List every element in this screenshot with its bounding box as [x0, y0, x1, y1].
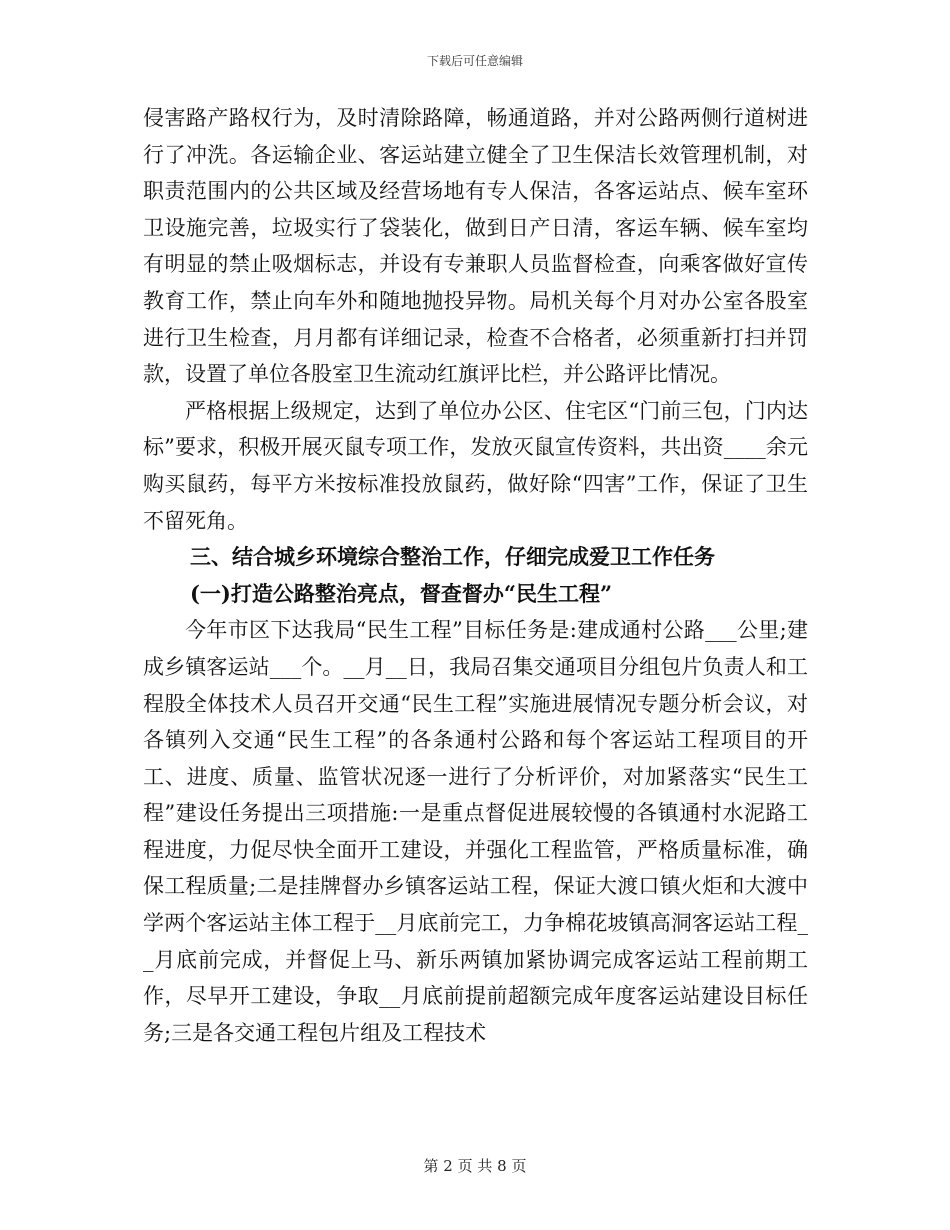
page-number: 第 2 页 共 8 页 [423, 1157, 527, 1175]
page-header: 下载后可任意编辑 [426, 54, 523, 68]
subsection-heading: (一)打造公路整治亮点，督查督办“民生工程” [190, 580, 613, 606]
section-heading: 三、结合城乡环境综合整治工作，仔细完成爱卫工作任务 [190, 544, 715, 570]
paragraph-livelihood-project: 今年市区下达我局“民生工程”目标任务是:建成通村公路___公里;建成乡镇客运站___个。__月__日，我局召集交通项目分组包片负责人和工程股全体技术人员召开交通“民生工程”实施进展情况专题分析会议，对各镇列入交通“民生工程”的各条通村公路和每个客运站工程项目的开工、进度、质量、监管状况逐一进行了分析评价，对加紧落实“民生工程”建设任务提出三项措施:一是重点督促进展较慢的各镇通村水泥路工程进度，力促尽快全面开工建设，并强化工程监管，严格质量标准，确保工程质量;二是挂牌督办乡镇客运站工程，保证大渡口镇火炬和大渡中学两个客运站主体工程于__月底前完工，力争棉花坡镇高洞客运站工程__月底前完成，并督促上马、新乐两镇加紧协调完成客运站工程前期工作，尽早开工建设，争取__月底前提前超额完成年度客运站建设目标任务;三是各交通工程包片组及工程技术 [143, 618, 808, 1045]
document-body [143, 100, 808, 1051]
paragraph-continued: 侵害路产路权行为，及时清除路障，畅通道路，并对公路两侧行道树进行了冲洗。各运输企业、客运站建立健全了卫生保洁长效管理机制，对职责范围内的公共区域及经营场地有专人保洁，各客运站点、候车室环卫设施完善，垃圾实行了袋装化，做到日产日清，客运车辆、候车室均有明显的禁止吸烟标志，并设有专兼职人员监督检查，向乘客做好宣传教育工作，禁止向车外和随地抛投异物。局机关每个月对办公室各股室进行卫生检查，月月都有详细记录，检查不合格者，必须重新打扫并罚款，设置了单位各股室卫生流动红旗评比栏，并公路评比情况。 [143, 106, 808, 387]
paragraph-rodent-control: 严格根据上级规定，达到了单位办公区、住宅区“门前三包，门内达标”要求，积极开展灭鼠专项工作，发放灭鼠宣传资料，共出资____余元购买鼠药，每平方米按标准投放鼠药，做好除“四害”工作，保证了卫生不留死角。 [143, 398, 808, 533]
